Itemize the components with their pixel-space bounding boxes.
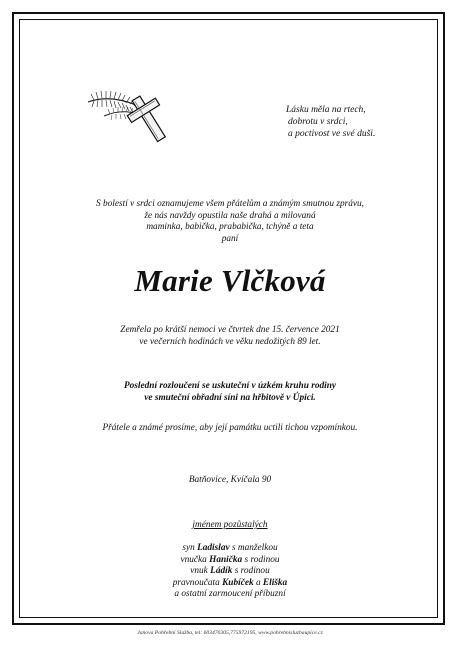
mourner-line: a ostatní zarmoucení příbuzní	[174, 589, 286, 600]
motto-verse	[286, 104, 406, 140]
relation: pravnoučata	[172, 577, 220, 588]
mourner-name: Hanička	[209, 554, 243, 565]
intro-line: S bolestí v srdci oznamujeme všem přátelům a známým smutnou zprávu,	[96, 199, 364, 209]
mourner-line	[40, 566, 420, 578]
conjunction: a	[255, 577, 261, 588]
funeral-line: Poslední rozloučení se uskuteční v úzkém kruhu rodiny	[123, 381, 337, 391]
intro-line: maminka, babička, prababička, tchýně a teta	[146, 222, 314, 233]
mourners-list	[40, 543, 420, 601]
mourner-name: Kubíček	[222, 577, 254, 588]
mourner-name: Ládík	[210, 566, 233, 577]
intro-line: paní	[221, 233, 239, 244]
relation-suffix: s manželkou	[231, 543, 278, 553]
intro-line: že nás navždy opustila naše drahá a milovaná	[144, 210, 316, 221]
motto-line: dobrotu v srdci,	[288, 117, 348, 127]
relation: vnuk	[190, 566, 208, 577]
remembrance-request: Přátele a známé prosíme, aby její památku uctili tichou vzpomínkou.	[102, 423, 358, 433]
funeral-service-footer: Janova Pohřební Služba, tel: 603470305,775972195, www.pohrebnisluzbaupice.cz	[137, 630, 323, 636]
relation-suffix: s rodinou	[234, 566, 270, 577]
mourner-line	[40, 578, 420, 590]
mourner-line	[40, 543, 420, 555]
announcement-intro	[40, 199, 420, 245]
funeral-line: ve smuteční obřadní síni na hřbitově v Úpici.	[144, 392, 316, 403]
death-line: Zemřela po krátší nemoci ve čtvrtek dne 15. července 2021	[120, 325, 340, 335]
relation-suffix: s rodinou	[244, 554, 280, 565]
mourner-name: Ladislav	[197, 543, 230, 553]
funeral-notice	[40, 381, 420, 404]
mourner-name: Eliška	[262, 577, 288, 588]
cross-with-palm-icon	[84, 88, 176, 146]
death-notice	[40, 325, 420, 348]
mourner-line	[40, 555, 420, 567]
on-behalf-heading: jménem pozůstalých	[192, 520, 268, 530]
death-line: ve večerních hodinách ve věku nedožitých 89 let.	[139, 336, 321, 347]
deceased-name: Marie Vlčková	[134, 263, 326, 298]
address: Batňovice, Kvíčala 90	[188, 475, 272, 485]
relation: syn	[182, 543, 195, 553]
motto-line: Lásku měla na rtech,	[286, 105, 366, 115]
relation: vnučka	[180, 554, 207, 565]
motto-line: a poctivost ve své duši.	[288, 129, 376, 139]
